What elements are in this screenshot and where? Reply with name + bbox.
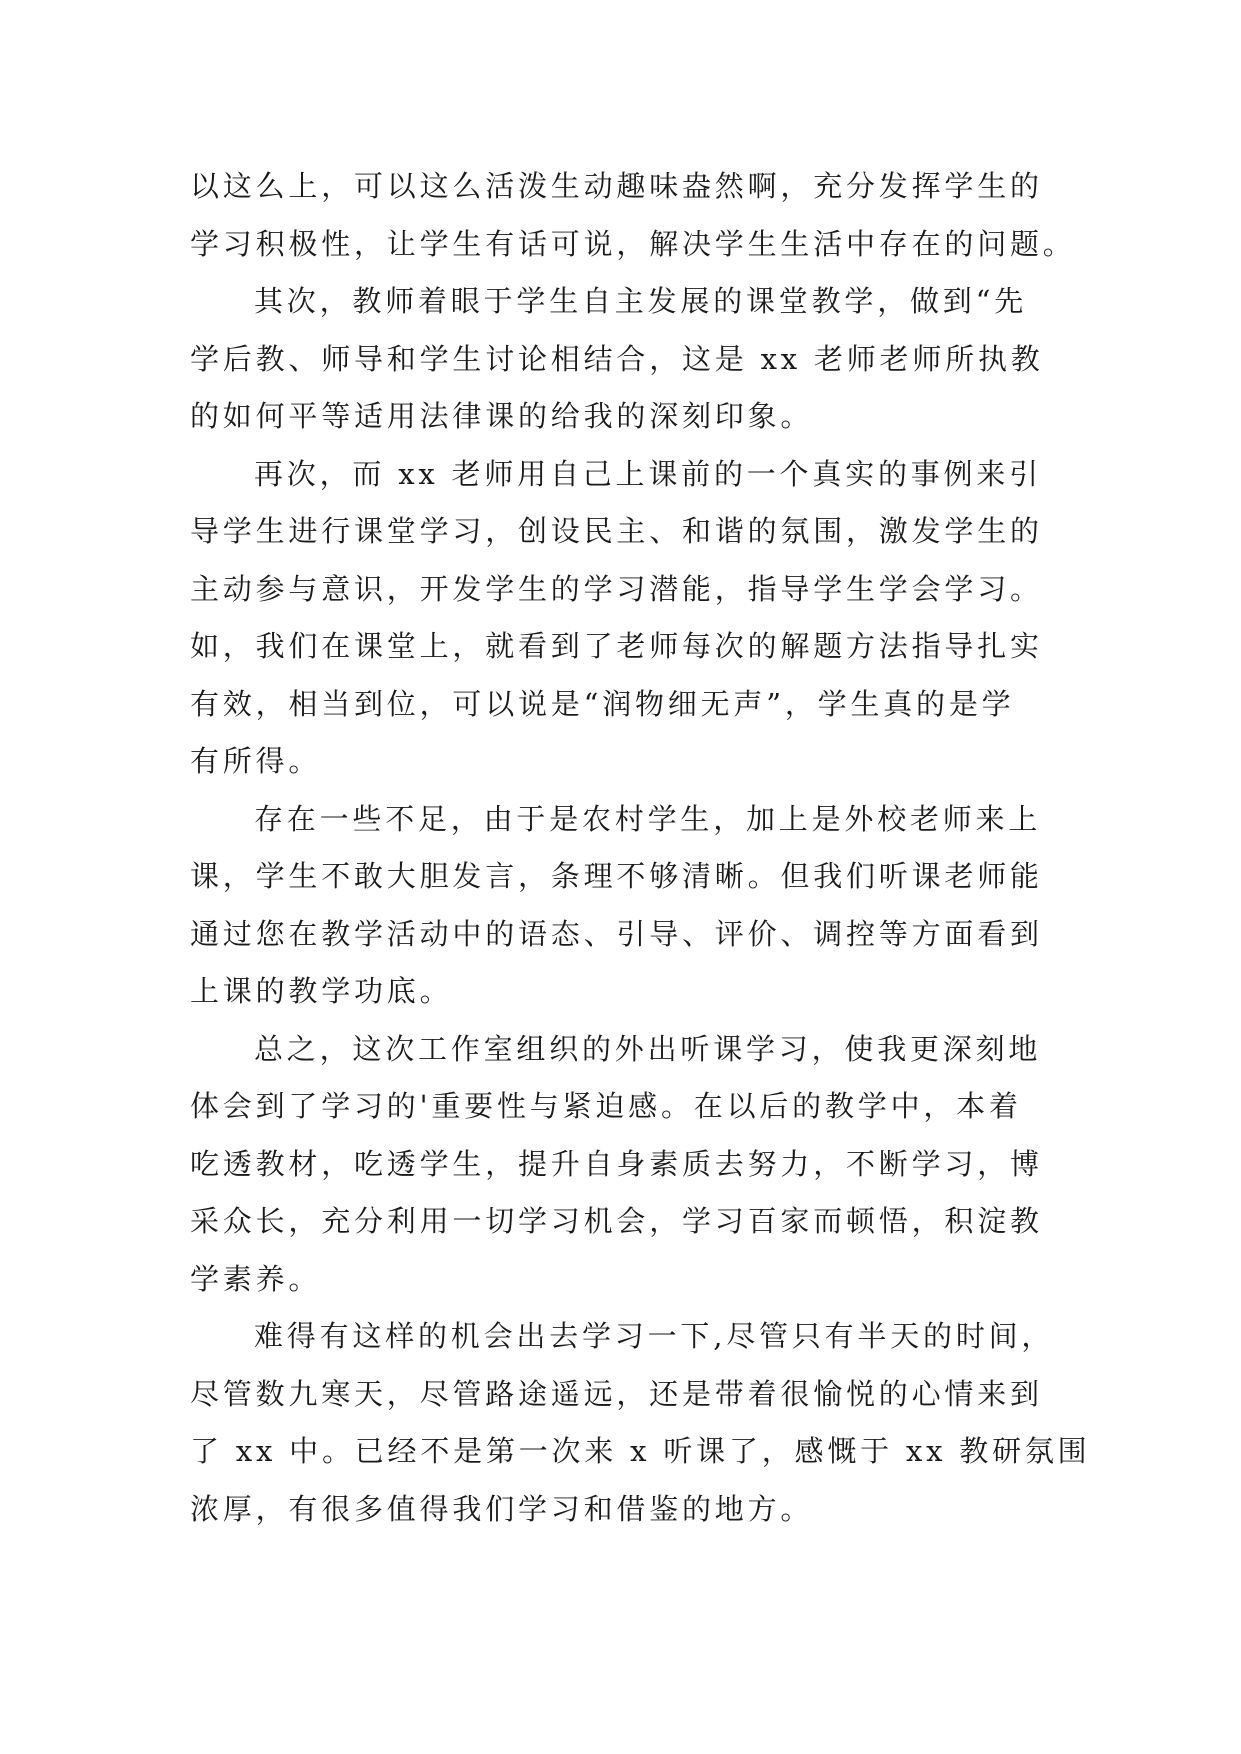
- text-line: 体会到了学习的'重要性与紧迫感。在以后的教学中，本着: [190, 1089, 1022, 1123]
- text-line: 学后教、师导和学生讨论相结合，这是 xx 老师老师所执教: [190, 341, 1044, 376]
- text-line: 如，我们在课堂上，就看到了老师每次的解题方法指导扎实: [190, 629, 1043, 663]
- text-line: 总之，这次工作室组织的外出听课学习，使我更深刻地: [254, 1031, 1042, 1066]
- text-line: 采众长，充分利用一切学习机会，学习百家而顿悟，积淀教: [190, 1204, 1043, 1238]
- text-line: 了 xx 中。已经不是第一次来 x 听课了，感慨于 xx 教研氛围: [190, 1434, 1091, 1468]
- text-line: 的如何平等适用法律课的给我的深刻印象。: [190, 399, 814, 433]
- text-line: 存在一些不足，由于是农村学生，加上是外校老师来上: [254, 801, 1042, 836]
- text-line: 再次，而 xx 老师用自己上课前的一个真实的事例来引: [254, 456, 1042, 491]
- text-line: 浓厚，有很多值得我们学习和借鉴的地方。: [190, 1491, 814, 1526]
- text-line: 上课的教学功底。: [190, 974, 453, 1008]
- text-line: 吃透教材，吃透学生，提升自身素质去努力，不断学习，博: [190, 1146, 1043, 1181]
- text-line: 通过您在教学活动中的语态、引导、评价、调控等方面看到: [190, 916, 1043, 951]
- text-line: 主动参与意识，开发学生的学习潜能，指导学生学会学习。: [190, 571, 1043, 606]
- text-line: 以这么上，可以这么活泼生动趣味盎然啊，充分发挥学生的: [190, 169, 1043, 203]
- text-line: 有效，相当到位，可以说是“润物细无声”，学生真的是学: [190, 686, 1015, 721]
- text-line: 有所得。: [190, 744, 322, 778]
- text-line: 课，学生不敢大胆发言，条理不够清晰。但我们听课老师能: [190, 859, 1043, 893]
- text-line: 学素养。: [190, 1261, 322, 1296]
- text-line: 导学生进行课堂学习，创设民主、和谐的氛围，激发学生的: [190, 514, 1043, 548]
- text-line: 难得有这样的机会出去学习一下,尽管只有半天的时间，: [254, 1319, 1055, 1353]
- text-line: 学习积极性，让学生有话可说，解决学生生活中存在的问题。: [190, 226, 1076, 261]
- text-line: 尽管数九寒天，尽管路途遥远，还是带着很愉悦的心情来到: [190, 1376, 1043, 1411]
- body-text: [190, 158, 1091, 1538]
- text-line: 其次，教师着眼于学生自主发展的课堂教学，做到“先: [254, 284, 1028, 318]
